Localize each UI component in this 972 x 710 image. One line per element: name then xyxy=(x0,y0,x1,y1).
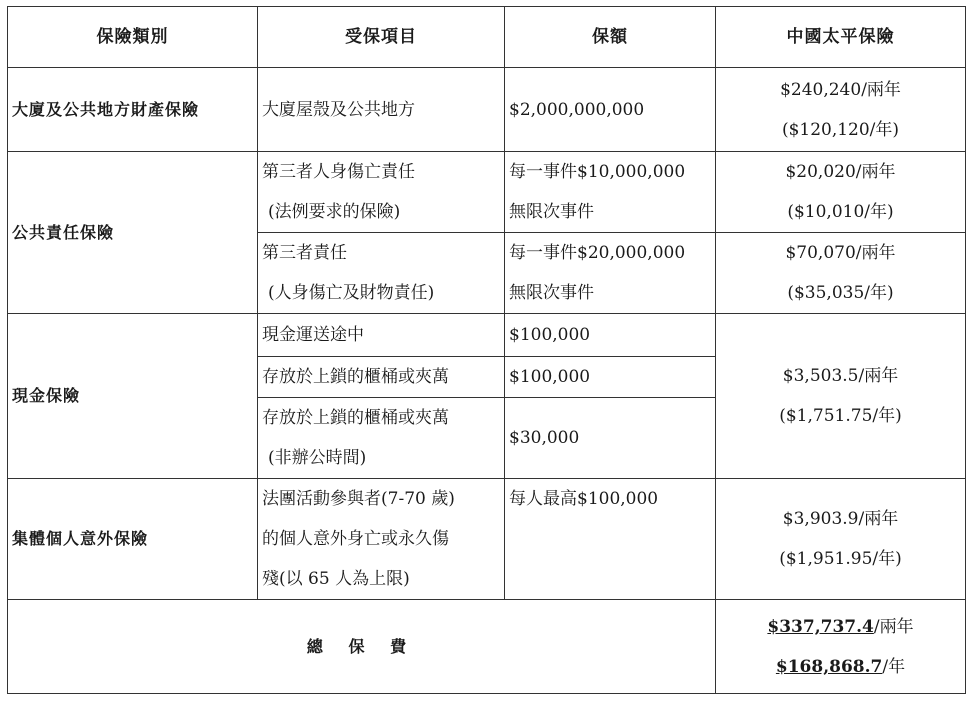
premium-accident xyxy=(716,479,966,600)
table-row-property xyxy=(8,68,966,152)
item-accident-line1: 法團活動參與者(7-70 歲) xyxy=(262,489,455,509)
total-biennial-unit: /兩年 xyxy=(873,616,914,637)
item-liability-1-line2: (法例要求的保險) xyxy=(268,202,401,222)
premium-annual: ($1,751.75/年) xyxy=(779,406,902,426)
amount-accident: 每人最高$100,000 xyxy=(505,479,716,600)
item-cash-1: 現金運送途中 xyxy=(258,314,505,357)
item-cash-2: 存放於上鎖的櫃桶或夾萬 xyxy=(258,357,505,398)
category-property: 大廈及公共地方財產保險 xyxy=(8,68,258,152)
header-insurer: 中國太平保險 xyxy=(716,7,966,68)
total-annual-unit: /年 xyxy=(882,656,906,677)
premium-liability-1 xyxy=(716,152,966,233)
item-liability-2-line1: 第三者責任 xyxy=(262,243,347,263)
amount-liability-2 xyxy=(505,233,716,314)
item-accident-line3: 殘(以 65 人為上限) xyxy=(262,569,410,589)
item-liability-1 xyxy=(258,152,505,233)
table-row-total xyxy=(8,600,966,694)
header-row xyxy=(8,7,966,68)
premium-biennial: $3,903.9/兩年 xyxy=(782,509,899,529)
amount-cash-2: $100,000 xyxy=(505,357,716,398)
item-cash-3-line2: (非辦公時間) xyxy=(268,448,367,468)
item-cash-3 xyxy=(258,398,505,479)
item-liability-2-line2: (人身傷亡及財物責任) xyxy=(268,283,435,303)
amount-liability-2-line1: 每一事件$20,000,000 xyxy=(509,243,686,263)
table-row-liability-1 xyxy=(8,152,966,233)
total-premium xyxy=(716,600,966,694)
amount-cash-1: $100,000 xyxy=(505,314,716,357)
category-public-liability: 公共責任保險 xyxy=(8,152,258,314)
total-biennial-value: $337,737.4 xyxy=(767,616,874,637)
table-row-accident xyxy=(8,479,966,600)
premium-biennial: $240,240/兩年 xyxy=(780,79,901,100)
header-category: 保險類別 xyxy=(8,7,258,68)
premium-annual: ($35,035/年) xyxy=(787,283,894,303)
header-item: 受保項目 xyxy=(258,7,505,68)
premium-annual: ($10,010/年) xyxy=(787,202,894,222)
header-amount: 保額 xyxy=(505,7,716,68)
total-annual-value: $168,868.7 xyxy=(775,656,883,677)
amount-property: $2,000,000,000 xyxy=(505,68,716,152)
premium-biennial: $20,020/兩年 xyxy=(785,162,896,182)
amount-liability-1-line1: 每一事件$10,000,000 xyxy=(509,162,686,182)
premium-annual: ($1,951.95/年) xyxy=(779,549,902,569)
item-accident-line2: 的個人意外身亡或永久傷 xyxy=(262,529,449,549)
premium-biennial: $70,070/兩年 xyxy=(785,243,896,263)
premium-annual: ($120,120/年) xyxy=(781,119,900,140)
item-liability-2 xyxy=(258,233,505,314)
premium-biennial: $3,503.5/兩年 xyxy=(782,366,899,386)
premium-liability-2 xyxy=(716,233,966,314)
amount-cash-3: $30,000 xyxy=(505,398,716,479)
insurance-table xyxy=(7,6,966,694)
amount-liability-1-line2: 無限次事件 xyxy=(509,202,594,222)
category-accident: 集體個人意外保險 xyxy=(8,479,258,600)
item-liability-1-line1: 第三者人身傷亡責任 xyxy=(262,162,415,182)
category-cash: 現金保險 xyxy=(8,314,258,479)
total-label: 總 保 費 xyxy=(8,600,716,694)
premium-cash xyxy=(716,314,966,479)
total-annual xyxy=(720,647,961,687)
item-cash-3-line1: 存放於上鎖的櫃桶或夾萬 xyxy=(262,408,449,428)
premium-property xyxy=(716,68,966,152)
item-property: 大廈屋殼及公共地方 xyxy=(258,68,505,152)
item-accident xyxy=(258,479,505,600)
amount-liability-2-line2: 無限次事件 xyxy=(509,283,594,303)
total-biennial xyxy=(720,607,961,647)
table-row-cash-1 xyxy=(8,314,966,357)
amount-liability-1 xyxy=(505,152,716,233)
